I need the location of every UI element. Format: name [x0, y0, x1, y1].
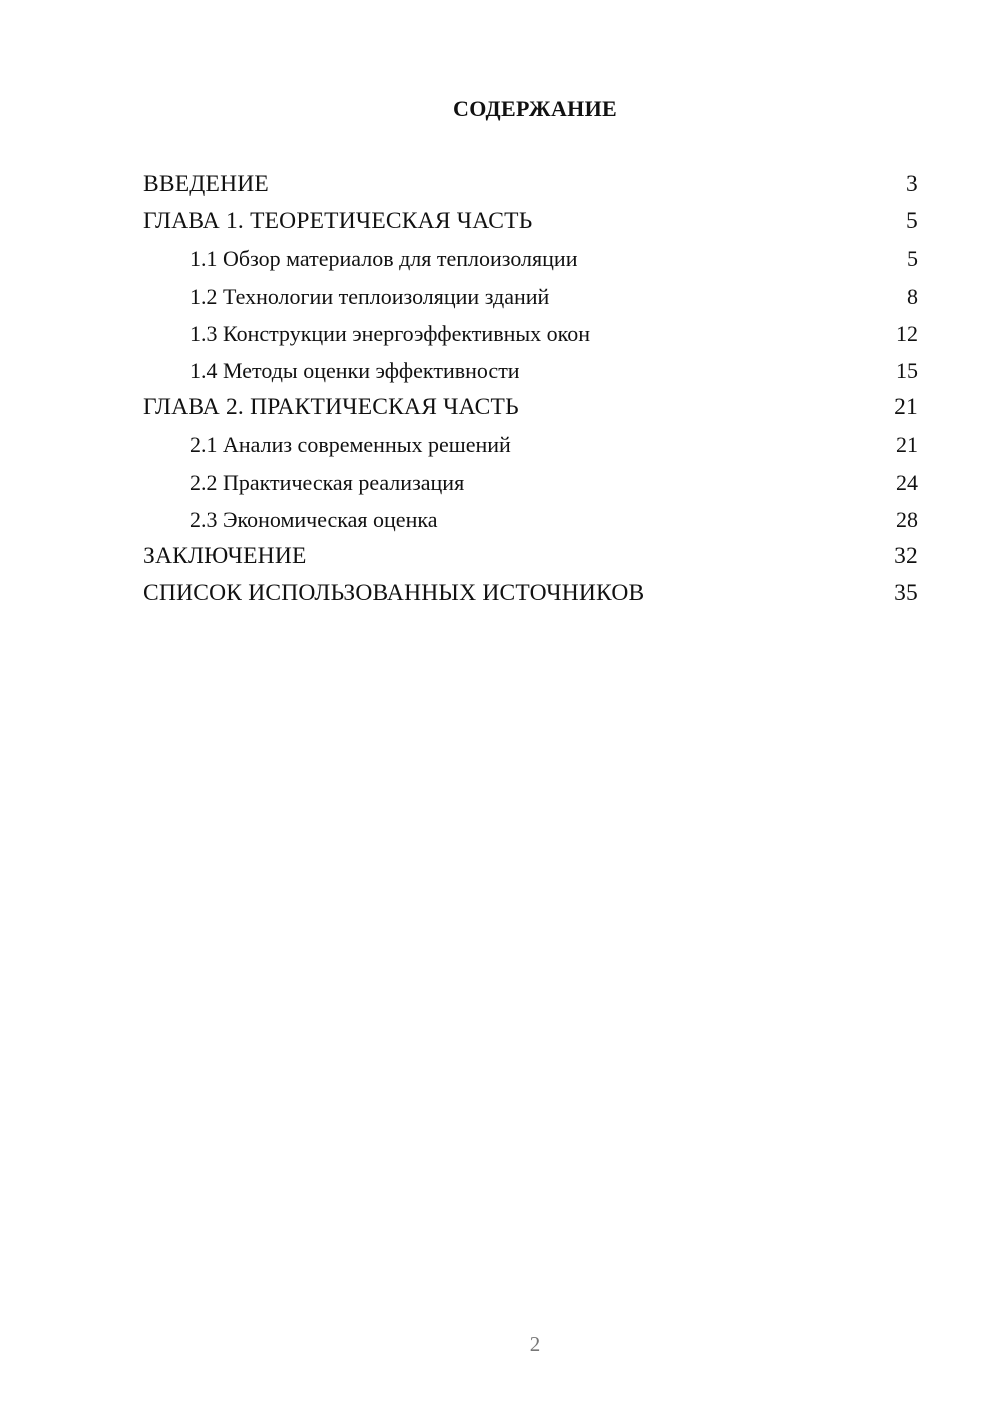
toc-entry-page: 28 — [896, 506, 918, 532]
toc-entry-label: ГЛАВА 2. ПРАКТИЧЕСКАЯ ЧАСТЬ — [143, 394, 519, 421]
toc-list — [143, 166, 918, 612]
toc-entry-page: 12 — [896, 320, 918, 346]
toc-entry-introduction — [143, 166, 918, 203]
toc-entry-page: 21 — [894, 394, 918, 421]
toc-entry-page: 8 — [907, 283, 918, 309]
toc-entry-page: 5 — [906, 208, 918, 235]
toc-entry-page: 24 — [896, 469, 918, 495]
toc-entry-chapter-1 — [143, 203, 918, 240]
toc-entry-page: 32 — [894, 542, 918, 569]
toc-entry-section-2-2 — [143, 464, 918, 501]
toc-entry-page: 15 — [896, 357, 918, 383]
toc-entry-label: 1.1 Обзор материалов для теплоизоляции — [190, 246, 578, 272]
toc-entry-label: 2.2 Практическая реализация — [190, 469, 465, 495]
toc-entry-section-1-2 — [143, 278, 918, 315]
toc-entry-chapter-2 — [143, 389, 918, 426]
toc-entry-section-1-4 — [143, 352, 918, 389]
toc-entry-section-1-1 — [143, 240, 918, 277]
toc-entry-label: 2.3 Экономическая оценка — [190, 506, 438, 532]
toc-entry-page: 5 — [907, 246, 918, 272]
toc-entry-label: ЗАКЛЮЧЕНИЕ — [143, 542, 307, 569]
toc-entry-page: 3 — [906, 171, 918, 197]
toc-entry-label: 1.4 Методы оценки эффективности — [190, 357, 520, 383]
toc-entry-label: ВВЕДЕНИЕ — [143, 171, 269, 197]
toc-entry-label: ГЛАВА 1. ТЕОРЕТИЧЕСКАЯ ЧАСТЬ — [143, 208, 533, 235]
toc-entry-conclusion — [143, 538, 918, 575]
toc-entry-label: СПИСОК ИСПОЛЬЗОВАННЫХ ИСТОЧНИКОВ — [143, 580, 645, 607]
toc-entry-page: 21 — [896, 432, 918, 458]
toc-entry-label: 2.1 Анализ современных решений — [190, 432, 511, 458]
toc-entry-section-1-3 — [143, 315, 918, 352]
toc-entry-section-2-3 — [143, 501, 918, 538]
toc-entry-references — [143, 575, 918, 612]
toc-entry-section-2-1 — [143, 426, 918, 463]
toc-entry-page: 35 — [894, 580, 918, 607]
toc-entry-label: 1.2 Технологии теплоизоляции зданий — [190, 283, 550, 309]
toc-entry-label: 1.3 Конструкции энергоэффективных окон — [190, 320, 590, 346]
toc-title: СОДЕРЖАНИЕ — [453, 96, 617, 121]
page-number: 2 — [529, 1332, 541, 1356]
